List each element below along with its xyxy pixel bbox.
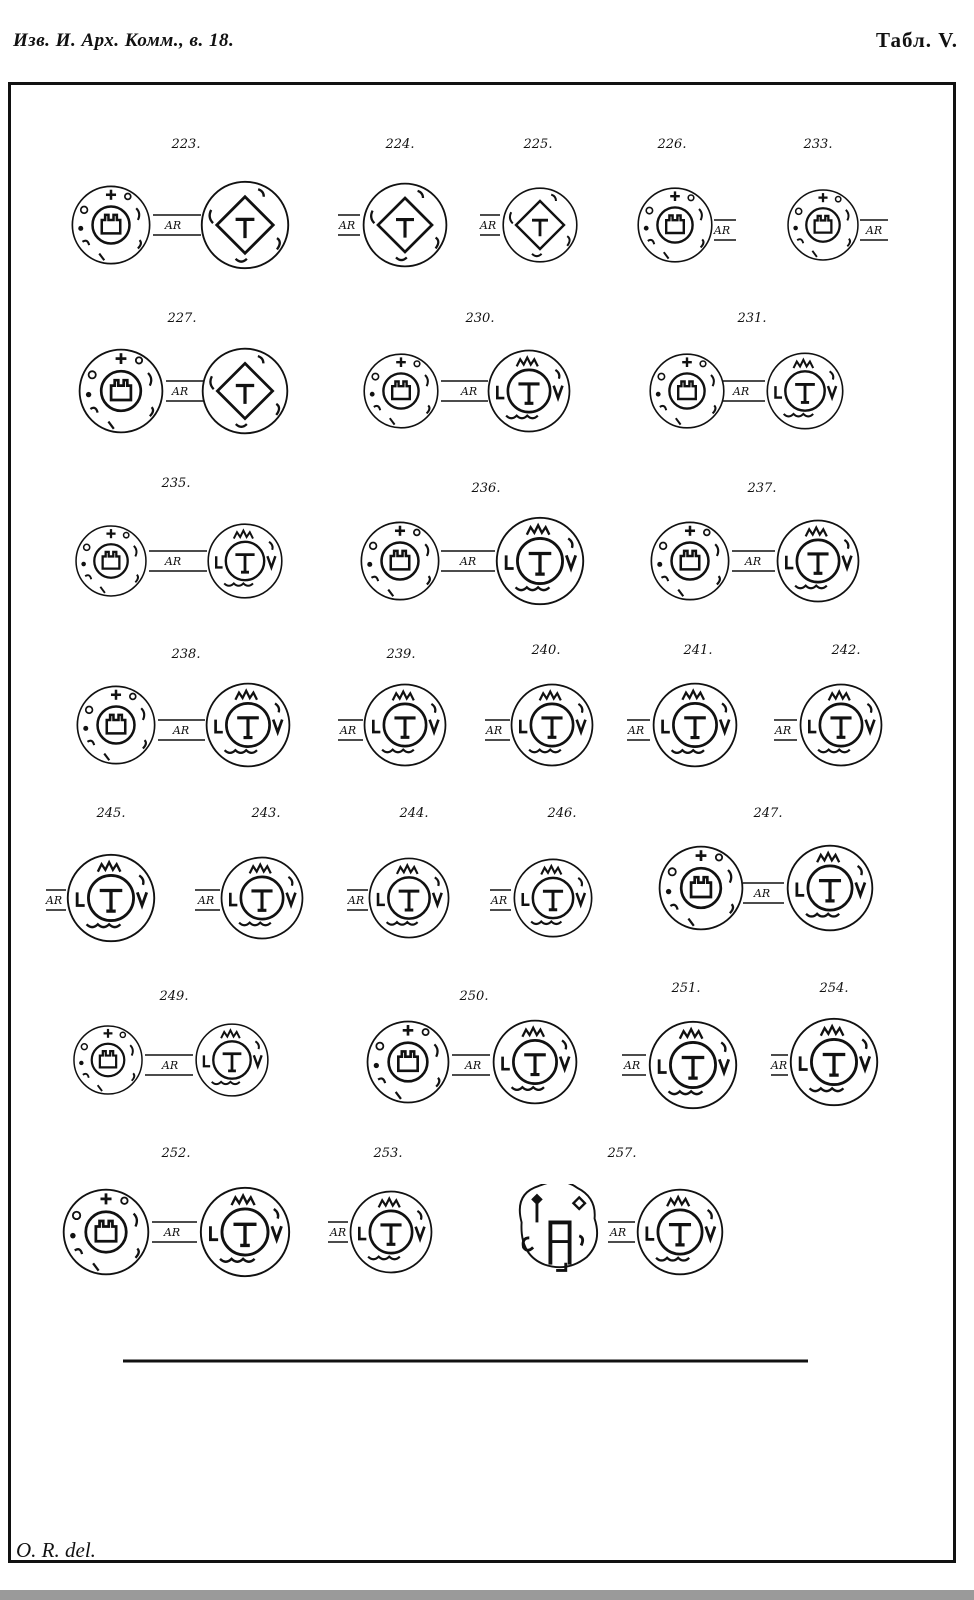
metal-marker: AR	[770, 1059, 788, 1072]
metal-marker: AR	[460, 385, 478, 398]
coin-number: 257.	[607, 1146, 637, 1161]
coin-entry	[650, 311, 843, 429]
coin-number: 239.	[386, 647, 416, 662]
coin-number: 226.	[657, 137, 687, 152]
coin-obverse-drawing	[77, 686, 154, 763]
coin-number: 244.	[399, 806, 429, 821]
coin-obverse-drawing	[801, 685, 882, 766]
coin-reverse-drawing	[202, 182, 288, 268]
metal-marker: AR	[865, 224, 883, 237]
coin-entry	[788, 137, 888, 260]
plate-number: Табл. V.	[876, 28, 958, 52]
coin-entry	[64, 1146, 289, 1276]
coin-obverse-drawing	[788, 190, 858, 260]
coin-obverse-drawing	[512, 685, 593, 766]
coin-number: 225.	[523, 137, 553, 152]
coin-entry	[338, 647, 445, 765]
coin-entry	[347, 806, 449, 938]
coin-reverse-drawing	[494, 1021, 577, 1104]
metal-marker: AR	[163, 1226, 181, 1239]
metal-marker: AR	[774, 724, 792, 737]
publication-reference: Изв. И. Арх. Комм., в. 18.	[13, 30, 235, 51]
coin-entry	[479, 137, 577, 262]
metal-marker: AR	[490, 894, 508, 907]
metal-marker: AR	[347, 894, 365, 907]
coin-obverse-drawing	[651, 522, 728, 599]
coin-obverse-drawing	[351, 1192, 432, 1273]
coin-reverse-drawing	[489, 351, 570, 432]
metal-marker: AR	[45, 894, 63, 907]
coin-number: 251.	[671, 981, 701, 996]
coin-obverse-drawing	[222, 858, 303, 939]
metal-marker: AR	[339, 724, 357, 737]
coin-entry	[638, 137, 736, 262]
coin-obverse-drawing	[361, 522, 438, 599]
coin-obverse-drawing	[503, 188, 577, 262]
coin-obverse-drawing	[80, 350, 163, 433]
coin-entry	[660, 806, 873, 930]
coin-number: 247.	[753, 806, 783, 821]
coin-entry	[622, 981, 736, 1108]
metal-marker: AR	[164, 219, 182, 232]
coin-number: 249.	[159, 989, 189, 1004]
coin-number: 237.	[747, 481, 777, 496]
coin-obverse-drawing	[365, 685, 446, 766]
coin-reverse-drawing	[201, 1188, 289, 1276]
coin-reverse-drawing	[767, 353, 842, 428]
coin-number: 242.	[831, 643, 861, 658]
coin-obverse-drawing	[650, 354, 724, 428]
coin-number: 253.	[373, 1146, 403, 1161]
metal-marker: AR	[753, 887, 771, 900]
coin-number: 243.	[251, 806, 281, 821]
coin-entry	[80, 311, 288, 433]
coin-obverse-drawing	[74, 1026, 142, 1094]
coin-reverse-drawing	[203, 349, 288, 434]
coin-number: 223.	[171, 137, 201, 152]
coin-entry	[368, 989, 577, 1103]
coin-number: 245.	[96, 806, 126, 821]
coin-entry	[74, 989, 268, 1096]
metal-marker: AR	[164, 555, 182, 568]
coin-obverse-drawing	[791, 1019, 877, 1105]
coin-entry	[520, 1146, 723, 1274]
coin-obverse-drawing	[64, 1190, 149, 1275]
coin-reverse-drawing	[778, 521, 859, 602]
coin-obverse-drawing	[638, 188, 712, 262]
coin-number: 231.	[737, 311, 767, 326]
coin-number: 227.	[167, 311, 197, 326]
metal-marker: AR	[732, 385, 750, 398]
metal-marker: AR	[171, 385, 189, 398]
metal-marker: AR	[485, 724, 503, 737]
coin-number: 250.	[459, 989, 489, 1004]
metal-marker: AR	[744, 555, 762, 568]
coin-obverse-drawing	[364, 184, 447, 267]
coin-obverse-drawing	[68, 855, 154, 941]
coin-obverse-drawing	[660, 847, 743, 930]
coin-number: 224.	[385, 137, 415, 152]
metal-marker: AR	[459, 555, 477, 568]
coin-entry	[338, 137, 447, 266]
coin-entry	[45, 806, 154, 941]
metal-marker: AR	[479, 219, 497, 232]
coin-entry	[76, 476, 282, 598]
metal-marker: AR	[161, 1059, 179, 1072]
metal-marker: AR	[338, 219, 356, 232]
coin-reverse-drawing	[638, 1190, 723, 1275]
metal-marker: AR	[197, 894, 215, 907]
coin-reverse-drawing	[207, 684, 290, 767]
coin-obverse-drawing	[520, 1182, 597, 1271]
coin-number: 240.	[531, 643, 561, 658]
coin-obverse-drawing	[654, 684, 737, 767]
coin-reverse-drawing	[788, 846, 873, 931]
coin-entry	[364, 311, 569, 431]
coin-obverse-drawing	[76, 526, 146, 596]
metal-marker: AR	[609, 1226, 627, 1239]
coin-number: 235.	[161, 476, 191, 491]
coin-entry	[361, 481, 583, 604]
coin-number: 246.	[547, 806, 577, 821]
coin-reverse-drawing	[196, 1024, 268, 1096]
metal-marker: AR	[627, 724, 645, 737]
coin-number: 254.	[819, 981, 849, 996]
coin-entry	[651, 481, 858, 601]
viewer-bottom-bar	[0, 1590, 974, 1600]
coin-plate-illustration	[8, 82, 956, 1563]
coin-obverse-drawing	[369, 858, 448, 937]
coin-entry	[77, 647, 289, 766]
artist-signature: O. R. del.	[16, 1538, 96, 1562]
coin-entry	[774, 643, 882, 765]
coin-entry	[72, 137, 288, 268]
metal-marker: AR	[172, 724, 190, 737]
coin-number: 233.	[803, 137, 833, 152]
coin-entry	[490, 806, 592, 937]
coin-entry	[328, 1146, 431, 1272]
coin-number: 236.	[471, 481, 501, 496]
coin-number: 238.	[171, 647, 201, 662]
coin-number: 241.	[683, 643, 713, 658]
coin-reverse-drawing	[208, 524, 282, 598]
coin-obverse-drawing	[514, 859, 591, 936]
coin-number: 252.	[161, 1146, 191, 1161]
coin-entry	[770, 981, 877, 1105]
coin-obverse-drawing	[364, 354, 438, 428]
metal-marker: AR	[464, 1059, 482, 1072]
coin-obverse-drawing	[72, 186, 149, 263]
coin-number: 230.	[465, 311, 495, 326]
metal-marker: AR	[623, 1059, 641, 1072]
coin-entry	[627, 643, 737, 766]
coin-reverse-drawing	[497, 518, 583, 604]
metal-marker: AR	[329, 1226, 347, 1239]
coin-obverse-drawing	[368, 1022, 449, 1103]
coin-entry	[485, 643, 593, 765]
metal-marker: AR	[713, 224, 731, 237]
coin-obverse-drawing	[650, 1022, 736, 1108]
coin-entry	[195, 806, 302, 938]
